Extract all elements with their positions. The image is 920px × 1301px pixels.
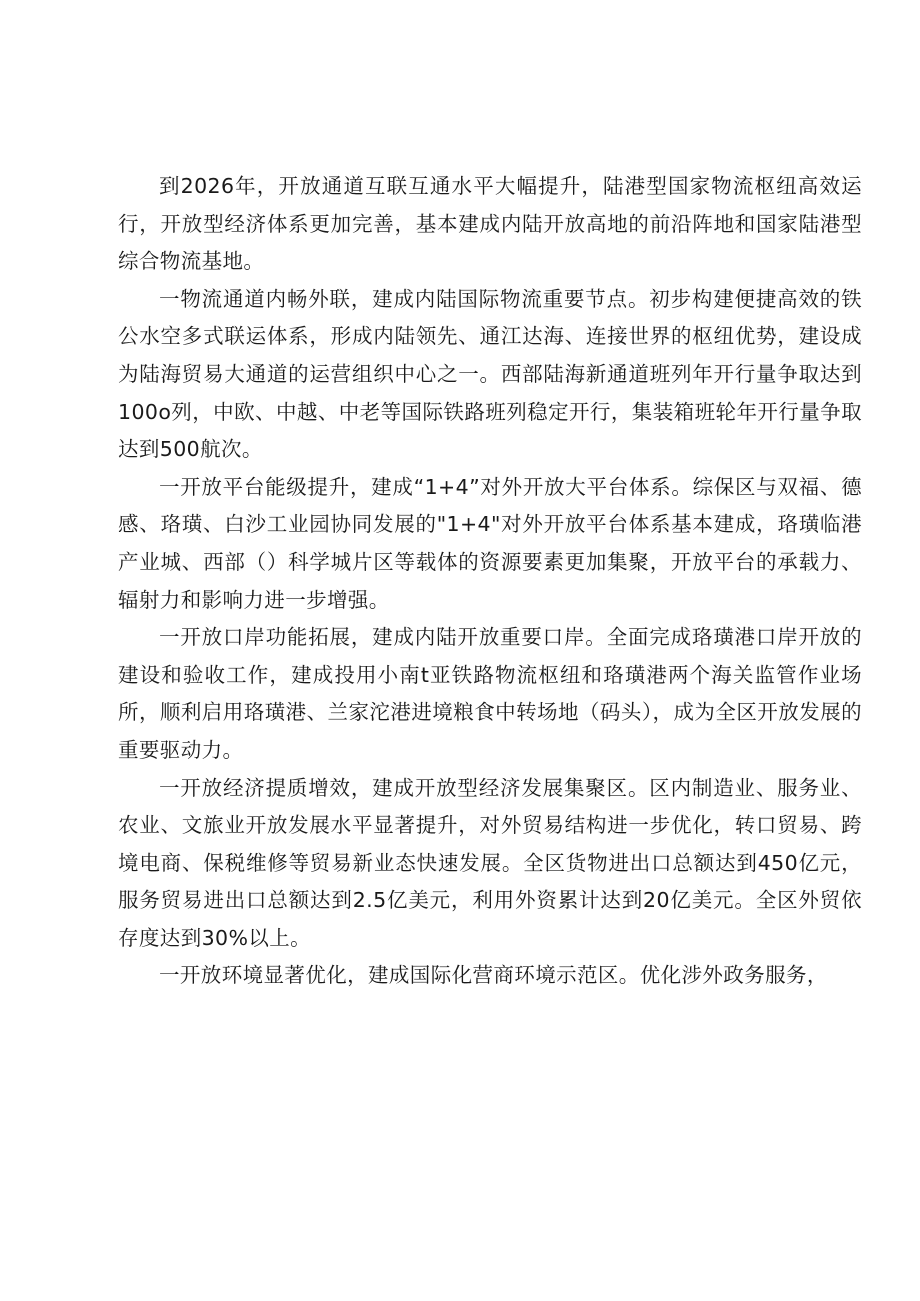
document-body	[118, 168, 862, 995]
paragraph-port-function: 一开放口岸功能拓展，建成内陆开放重要口岸。全面完成珞璜港口岸开放的建设和验收工作，建成投用小南t亚铁路物流枢纽和珞璜港两个海关监管作业场所，顺利启用珞璜港、兰家沱港进境粮食中转场地（码头），成为全区开放发展的重要驱动力。	[118, 625, 862, 762]
paragraph-logistics-channel: 一物流通道内畅外联，建成内陆国际物流重要节点。初步构建便捷高效的铁公水空多式联运体系，形成内陆领先、通江达海、连接世界的枢纽优势，建设成为陆海贸易大通道的运营组织中心之一。西部陆海新通道班列年开行量争取达到100o列，中欧、中越、中老等国际铁路班列稳定开行，集装箱班轮年开行量争取达到500航次。	[118, 286, 862, 462]
paragraph-overall-goal: 到2026年，开放通道互联互通水平大幅提升，陆港型国家物流枢纽高效运行，开放型经济体系更加完善，基本建成内陆开放高地的前沿阵地和国家陆港型综合物流基地。	[118, 174, 862, 274]
paragraph-open-platform: 一开放平台能级提升，建成“1+4”对外开放大平台体系。综保区与双福、德感、珞璜、白沙工业园协同发展的"1+4"对外开放平台体系基本建成，珞璜临港产业城、西部（）科学城片区等载体的资源要素更加集聚，开放平台的承载力、辐射力和影响力进一步增强。	[118, 474, 862, 612]
paragraph-open-economy: 一开放经济提质增效，建成开放型经济发展集聚区。区内制造业、服务业、农业、文旅业开放发展水平显著提升，对外贸易结构进一步优化，转口贸易、跨境电商、保税维修等贸易新业态快速发展。全区货物进出口总额达到450亿元，服务贸易进出口总额达到2.5亿美元，利用外资累计达到20亿美元。全区外贸依存度达到30%以上。	[118, 775, 862, 950]
paragraph-open-environment: 一开放环境显著优化，建成国际化营商环境示范区。优化涉外政务服务，	[159, 963, 828, 988]
